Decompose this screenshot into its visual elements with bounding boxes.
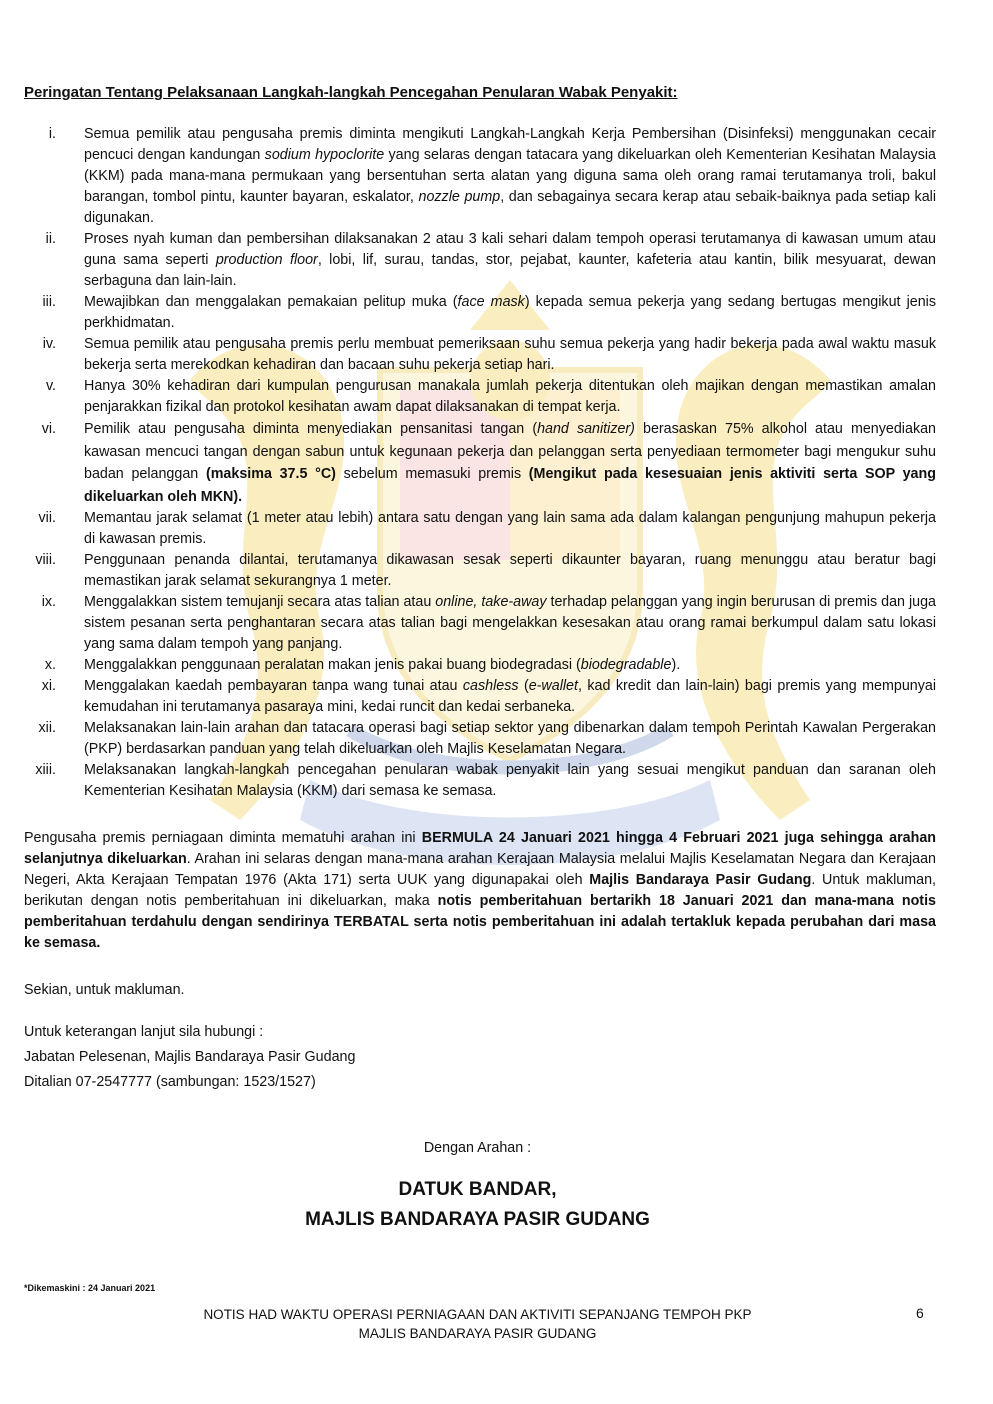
list-item (24, 418, 936, 508)
text-run: ( (518, 678, 529, 694)
text-run: sebelum memasuki premis (335, 466, 529, 482)
list-item-text (84, 762, 936, 799)
list-item-number: xiii. (35, 762, 56, 778)
text-run: e-wallet (528, 678, 578, 694)
list-item-number: ix. (41, 594, 56, 610)
text-run: Menggalakkan penggunaan peralatan makan jenis pakai buang biodegradasi ( (84, 657, 581, 673)
list-item-number: x. (44, 657, 56, 673)
list-item (24, 124, 936, 229)
text-run: Melaksanakan lain-lain arahan dan tatacara operasi bagi setiap sektor yang dibenarkan dalam tempoh Perintah Kawalan Pergerakan (PKP) berdasarkan panduan yang telah dikeluarkan oleh Majlis Keselamatan Negara. (84, 720, 936, 757)
list-item-number: i. (48, 126, 56, 142)
list-item-number: vii. (38, 510, 56, 526)
text-run: berasaskan 75% alkohol atau menyediakan kawasan mencuci tangan dengan sabun untuk kegunaan pekerja dan pelanggan serta penyediaan termometer bagi mengukur suhu badan pelanggan (84, 421, 936, 482)
list-item-text (84, 720, 936, 757)
signatory-organization: MAJLIS BANDARAYA PASIR GUDANG (305, 1209, 650, 1230)
text-run: hand sanitizer) (537, 421, 635, 437)
text-run: Melaksanakan langkah-langkah pencegahan penularan wabak penyakit lain yang sesuai mengikut panduan dan saranan oleh Kementerian Kesihatan Malaysia (KKM) dari semasa ke semasa. (84, 762, 936, 799)
list-item-text (84, 421, 936, 505)
text-run: Menggalakkan sistem temujanji secara atas talian atau (84, 594, 436, 610)
list-item-text (84, 657, 680, 673)
list-item-number: vi. (41, 421, 56, 437)
text-run: production floor (215, 252, 318, 268)
text-run: Semua pemilik atau pengusaha premis diminta mengikuti Langkah-Langkah Kerja Pembersihan (Disinfeksi) menggunakan cecair pencuci dengan kandungan (84, 126, 936, 163)
signatory-title: DATUK BANDAR, (398, 1179, 557, 1200)
text-run: Majlis Bandaraya Pasir Gudang (589, 872, 812, 888)
contact-phone: Ditalian 07-2547777 (sambungan: 1523/1527) (24, 1074, 316, 1090)
text-run: Penggunaan penanda dilantai, terutamanya dikawasan sesak seperti dikaunter bayaran, ruang menunggu atau beratur bagi memastikan jarak selamat sekurangnya 1 meter. (84, 552, 936, 589)
list-item-number: xii. (38, 720, 56, 736)
text-run: BERMULA 24 Januari 2021 hingga 4 Februari 2021 juga sehingga arahan selanjutnya dikeluarkan (24, 830, 936, 867)
page-footer (0, 1305, 955, 1343)
list-item-text (84, 552, 936, 589)
footer-line-2: MAJLIS BANDARAYA PASIR GUDANG (358, 1326, 597, 1341)
notice-paragraph (24, 828, 936, 954)
list-item-text (84, 510, 936, 547)
text-run: online, take-away (435, 594, 547, 610)
list-item (24, 718, 936, 760)
text-run: , kad kredit dan lain-lain) bagi premis yang mempunyai kemudahan ini terutamanya pasaraya mini, kedai runcit dan kedai serbaneka. (84, 678, 936, 715)
text-run: sodium hypoclorite (264, 147, 385, 163)
list-item-text (84, 336, 936, 373)
contact-department: Jabatan Pelesenan, Majlis Bandaraya Pasir Gudang (24, 1049, 356, 1065)
list-item (24, 676, 936, 718)
list-item-text (84, 126, 936, 226)
text-run: Hanya 30% kehadiran dari kumpulan pengurusan manakala jumlah pekerja ditentukan oleh majikan dengan memastikan amalan penjarakkan fizikal dan protokol kesihatan awam dapat dilaksanakan di tempat kerja. (84, 378, 936, 415)
list-item (24, 376, 936, 418)
list-item-text (84, 231, 936, 289)
list-item-number: xi. (41, 678, 56, 694)
list-item-text (84, 294, 936, 331)
text-run: Pengusaha premis perniagaan diminta mematuhi arahan ini (24, 830, 422, 846)
text-run: ). (671, 657, 681, 673)
text-run: Proses nyah kuman dan pembersihan dilaksanakan 2 atau 3 kali sehari dalam tempoh operasi terutamanya di kawasan umum atau guna sama seperti (84, 231, 936, 268)
text-run: . Arahan ini selaras dengan mana-mana arahan Kerajaan Malaysia melalui Majlis Keselamatan Negara dan Kerajaan Negeri, Akta Kerajaan Tempatan 1976 (Akta 171) serta UUK yang digunapakai oleh (24, 851, 936, 888)
text-run: Pemilik atau pengusaha diminta menyediakan pensanitasi tangan ( (84, 421, 538, 437)
text-run: yang selaras dengan tatacara yang dikeluarkan oleh Kementerian Kesihatan Malaysia (KKM) pada mana-mana permukaan yang bersentuhan serta alatan yang diguna sama oleh orang ramai terutamanya troli, bakul barangan, tombol pintu, kaunter bayaran, eskalator, (84, 147, 936, 205)
text-run: nozzle pump (418, 189, 501, 205)
list-item (24, 655, 936, 676)
signatory-block (0, 1175, 955, 1235)
text-run: Mewajibkan dan menggalakan pemakaian pelitup muka ( (84, 294, 458, 310)
list-item-number: viii. (35, 552, 56, 568)
text-run: . Untuk makluman, berikutan dengan notis pemberitahuan ini dikeluarkan, maka (24, 872, 937, 909)
text-run: notis pemberitahuan bertarikh 18 Januari 2021 dan mana-mana notis pemberitahuan terdahulu dengan sendirinya TERBATAL serta notis pemberitahuan ini adalah tertakluk kepada perubahan dari masa ke semasa. (24, 893, 936, 951)
list-item (24, 760, 936, 802)
text-run: face mask (457, 294, 525, 310)
contact-intro: Untuk keterangan lanjut sila hubungi : (24, 1024, 264, 1040)
section-heading: Peringatan Tentang Pelaksanaan Langkah-langkah Pencegahan Penularan Wabak Penyakit: (24, 84, 678, 101)
list-item (24, 292, 936, 334)
text-run: terhadap pelanggan yang ingin berurusan di premis dan juga sistem pesanan serta penghantaran secara atas talian bagi mengelakkan kesesakan atau orang ramai berkumpul dalam satu lokasi yang sama dalam tempoh yang panjang. (84, 594, 937, 652)
text-run: (Mengikut pada kesesuaian jenis aktiviti serta SOP yang dikeluarkan oleh MKN). (84, 466, 936, 505)
precaution-list (24, 124, 936, 802)
updated-date: *Dikemaskini : 24 Januari 2021 (24, 1283, 156, 1293)
text-run: Menggalakan kaedah pembayaran tanpa wang tunai atau (84, 678, 463, 694)
list-item (24, 229, 936, 292)
closing-text: Sekian, untuk makluman. (24, 982, 185, 998)
list-item (24, 508, 936, 550)
page-number: 6 (916, 1305, 924, 1321)
list-item-number: iv. (42, 336, 56, 352)
list-item-text (84, 378, 936, 415)
text-run: Semua pemilik atau pengusaha premis perlu membuat pemeriksaan suhu semua pekerja yang hadir bekerja pada awal waktu masuk bekerja serta merekodkan kehadiran dan bacaan suhu pekerja setiap hari. (84, 336, 936, 373)
text-run: , lobi, lif, surau, tandas, stor, pejabat, kaunter, kafeteria atau kantin, bilik mesyuarat, dewan serbaguna dan lain-lain. (84, 252, 936, 289)
footer-line-1: NOTIS HAD WAKTU OPERASI PERNIAGAAN DAN AKTIVITI SEPANJANG TEMPOH PKP (203, 1307, 752, 1322)
list-item-text (84, 594, 936, 652)
text-run: ) kepada semua pekerja yang sedang bertugas mengikut jenis perkhidmatan. (84, 294, 936, 331)
list-item (24, 334, 936, 376)
list-item (24, 550, 936, 592)
list-item-number: ii. (45, 231, 56, 247)
list-item-text (84, 678, 936, 715)
list-item (24, 592, 936, 655)
text-run: biodegradable (580, 657, 672, 673)
list-item-number: iii. (42, 294, 56, 310)
text-run: , dan sebagainya secara kerap atau sebaik-baiknya pada setiap kali digunakan. (84, 189, 937, 226)
list-item-number: v. (45, 378, 56, 394)
text-run: (maksima 37.5 °C) (205, 466, 336, 482)
text-run: cashless (462, 678, 519, 694)
directive-text: Dengan Arahan : (423, 1140, 532, 1156)
text-run: Memantau jarak selamat (1 meter atau lebih) antara satu dengan yang lain sama ada dalam kalangan pengunjung mahupun pekerja di kawasan premis. (84, 510, 936, 547)
